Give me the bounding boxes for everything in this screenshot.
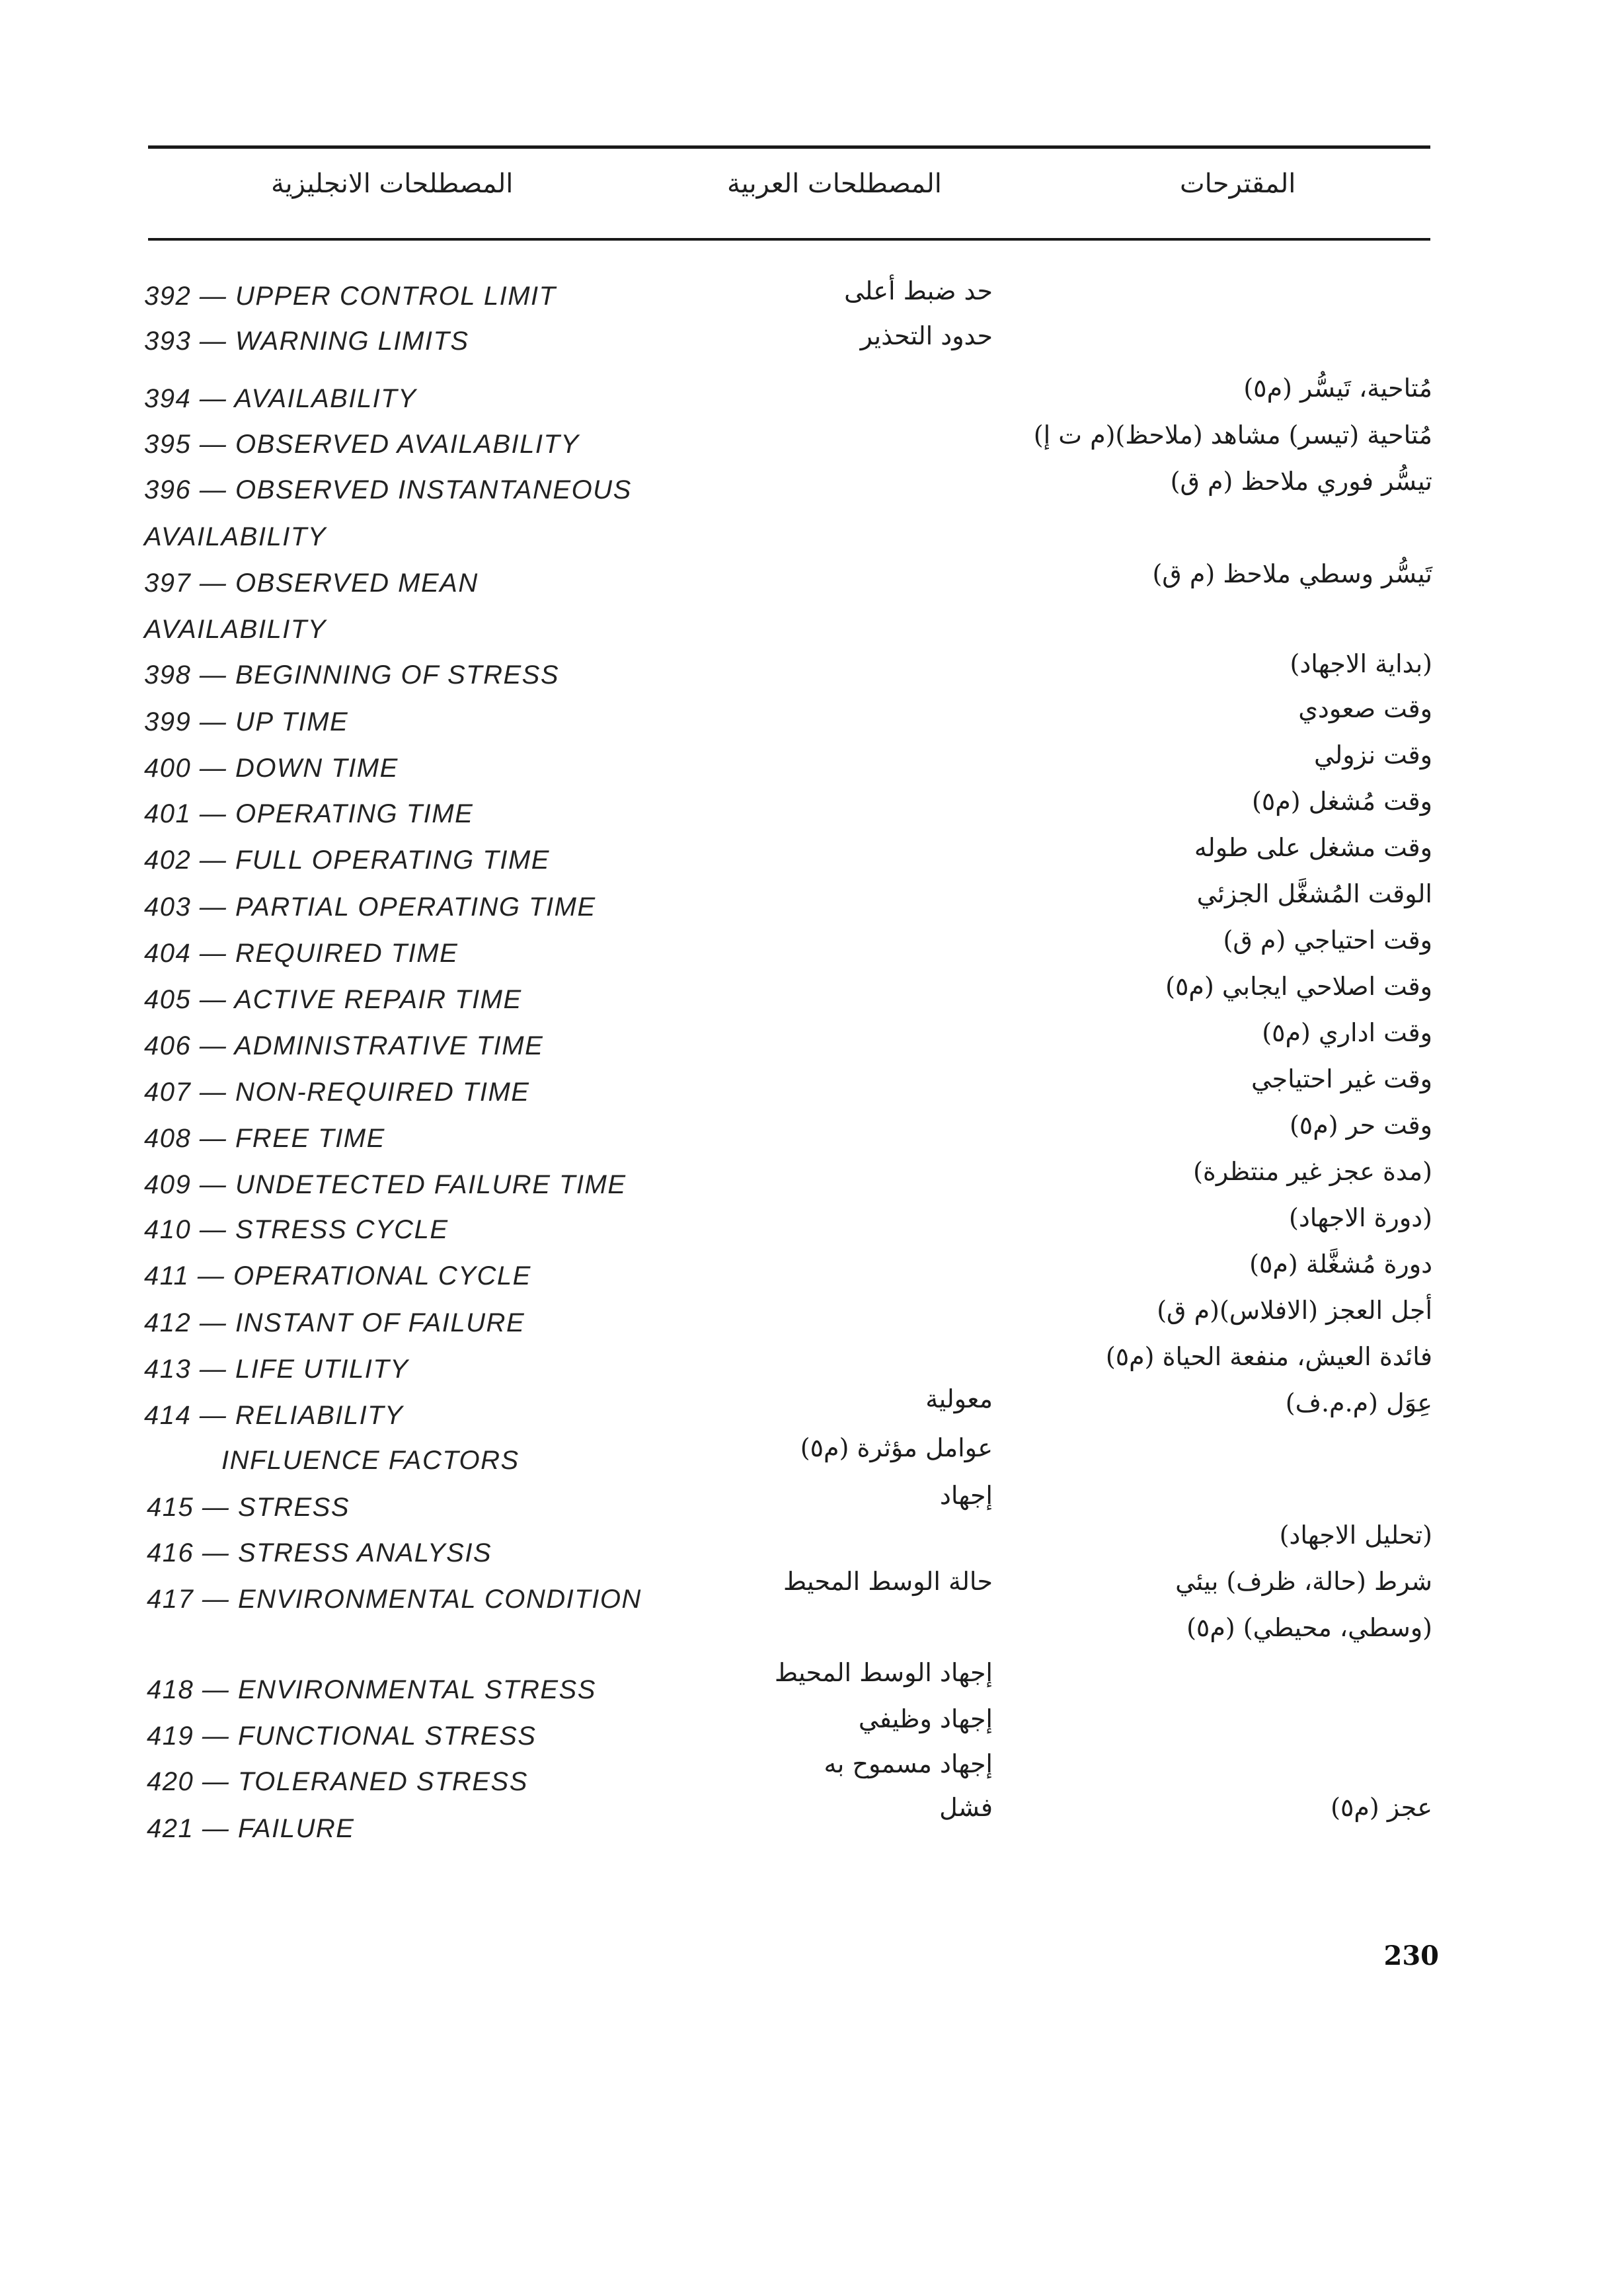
term-398: 398 — BEGINNING OF STRESS xyxy=(144,660,560,690)
proposal-399: وقت صعودي xyxy=(1298,694,1432,723)
term-396-cont: AVAILABILITY xyxy=(144,522,327,551)
proposal-398: (بداية الاجهاد) xyxy=(1290,649,1432,678)
header-bottom-rule xyxy=(148,238,1430,241)
proposal-394: مُتاحية، تَيسُّر (م٥) xyxy=(1243,374,1432,403)
term-396: 396 — OBSERVED INSTANTANEOUS xyxy=(144,475,632,504)
term-392: 392 — UPPER CONTROL LIMIT xyxy=(144,282,557,311)
arabic-term-417: حالة الوسط المحيط xyxy=(783,1567,993,1596)
arabic-term-420: إجهاد مسموح به xyxy=(824,1749,993,1778)
term-417: 417 — ENVIRONMENTAL CONDITION xyxy=(147,1585,642,1614)
proposal-408: وقت حر (م٥) xyxy=(1289,1111,1432,1140)
term-401: 401 — OPERATING TIME xyxy=(144,799,474,828)
term-416: 416 — STRESS ANALYSIS xyxy=(147,1538,492,1567)
term-408: 408 — FREE TIME xyxy=(144,1124,385,1153)
arabic-term-414: معولية xyxy=(925,1384,993,1413)
term-394: 394 — AVAILABILITY xyxy=(144,384,417,413)
proposal-414: عِوَل (م.م.ف) xyxy=(1285,1388,1432,1417)
term-404: 404 — REQUIRED TIME xyxy=(144,939,459,968)
header-english-terms: المصطلحات الانجليزية xyxy=(271,169,514,199)
proposal-412: أجل العجز (الافلاس)(م ق) xyxy=(1157,1296,1432,1325)
term-406: 406 — ADMINISTRATIVE TIME xyxy=(144,1031,544,1060)
term-400: 400 — DOWN TIME xyxy=(144,754,399,783)
arabic-term-421: فشل xyxy=(939,1793,993,1822)
term-397-cont: AVAILABILITY xyxy=(144,615,327,644)
term-415: 415 — STRESS xyxy=(147,1493,350,1522)
proposal-396: تيسُّر فوري ملاحظ (م ق) xyxy=(1170,467,1432,496)
arabic-term-419: إجهاد وظيفي xyxy=(858,1704,993,1733)
proposal-413: فائدة العيش، منفعة الحياة (م٥) xyxy=(1105,1342,1432,1371)
term-393: 393 — WARNING LIMITS xyxy=(144,327,469,356)
term-414-sub: INFLUENCE FACTORS xyxy=(221,1446,520,1475)
term-395: 395 — OBSERVED AVAILABILITY xyxy=(144,430,580,459)
arabic-term-393: حدود التحذير xyxy=(860,321,993,350)
proposal-401: وقت مُشغل (م٥) xyxy=(1252,787,1432,816)
proposal-404: وقت احتياجي (م ق) xyxy=(1223,926,1432,955)
term-409: 409 — UNDETECTED FAILURE TIME xyxy=(144,1170,627,1199)
header-proposals: المقترحات xyxy=(1180,169,1296,199)
proposal-409: (مدة عجز غير منتظرة) xyxy=(1193,1157,1432,1186)
proposal-417: شرط (حالة، ظرف) بيئي xyxy=(1175,1567,1432,1596)
term-411: 411 — OPERATIONAL CYCLE xyxy=(144,1261,531,1290)
proposal-416: (تحليل الاجهاد) xyxy=(1279,1521,1432,1550)
proposal-397: تَيسُّر وسطي ملاحظ (م ق) xyxy=(1152,559,1432,588)
proposal-402: وقت مشغل على طوله xyxy=(1194,833,1432,862)
proposal-400: وقت نزولي xyxy=(1313,740,1432,770)
term-403: 403 — PARTIAL OPERATING TIME xyxy=(144,892,596,922)
proposal-406: وقت اداري (م٥) xyxy=(1262,1018,1432,1047)
proposal-411: دورة مُشغَّلة (م٥) xyxy=(1249,1249,1432,1279)
page-number: 230 xyxy=(1383,1940,1439,1971)
term-414: 414 — RELIABILITY xyxy=(144,1401,404,1430)
arabic-term-392: حد ضبط أعلى xyxy=(844,276,993,305)
proposal-410: (دورة الاجهاد) xyxy=(1289,1203,1432,1232)
term-397: 397 — OBSERVED MEAN xyxy=(144,569,479,598)
header-arabic-terms: المصطلحات العربية xyxy=(727,169,942,199)
proposal-403: الوقت المُشغَّل الجزئي xyxy=(1196,879,1432,908)
term-412: 412 — INSTANT OF FAILURE xyxy=(144,1308,525,1337)
term-399: 399 — UP TIME xyxy=(144,707,349,736)
term-420: 420 — TOLERANED STRESS xyxy=(147,1767,528,1796)
proposal-417-cont: (وسطي، محيطي) (م٥) xyxy=(1186,1613,1432,1642)
arabic-term-415: إجهاد xyxy=(939,1481,993,1510)
proposal-421: عجز (م٥) xyxy=(1331,1793,1432,1822)
arabic-term-418: إجهاد الوسط المحيط xyxy=(774,1658,993,1687)
proposal-407: وقت غير احتياجي xyxy=(1251,1064,1432,1093)
term-402: 402 — FULL OPERATING TIME xyxy=(144,846,550,875)
term-410: 410 — STRESS CYCLE xyxy=(144,1215,449,1244)
term-419: 419 — FUNCTIONAL STRESS xyxy=(147,1722,537,1751)
term-418: 418 — ENVIRONMENTAL STRESS xyxy=(147,1675,596,1704)
proposal-395: مُتاحية (تيسر) مشاهد (ملاحظ)(م ت إ) xyxy=(1033,420,1432,450)
arabic-term-414-sub: عوامل مؤثرة (م٥) xyxy=(800,1433,993,1462)
term-405: 405 — ACTIVE REPAIR TIME xyxy=(144,985,522,1014)
top-rule xyxy=(148,145,1430,149)
term-407: 407 — NON-REQUIRED TIME xyxy=(144,1078,530,1107)
term-413: 413 — LIFE UTILITY xyxy=(144,1355,409,1384)
term-421: 421 — FAILURE xyxy=(147,1814,355,1843)
proposal-405: وقت اصلاحي ايجابي (م٥) xyxy=(1165,972,1432,1001)
